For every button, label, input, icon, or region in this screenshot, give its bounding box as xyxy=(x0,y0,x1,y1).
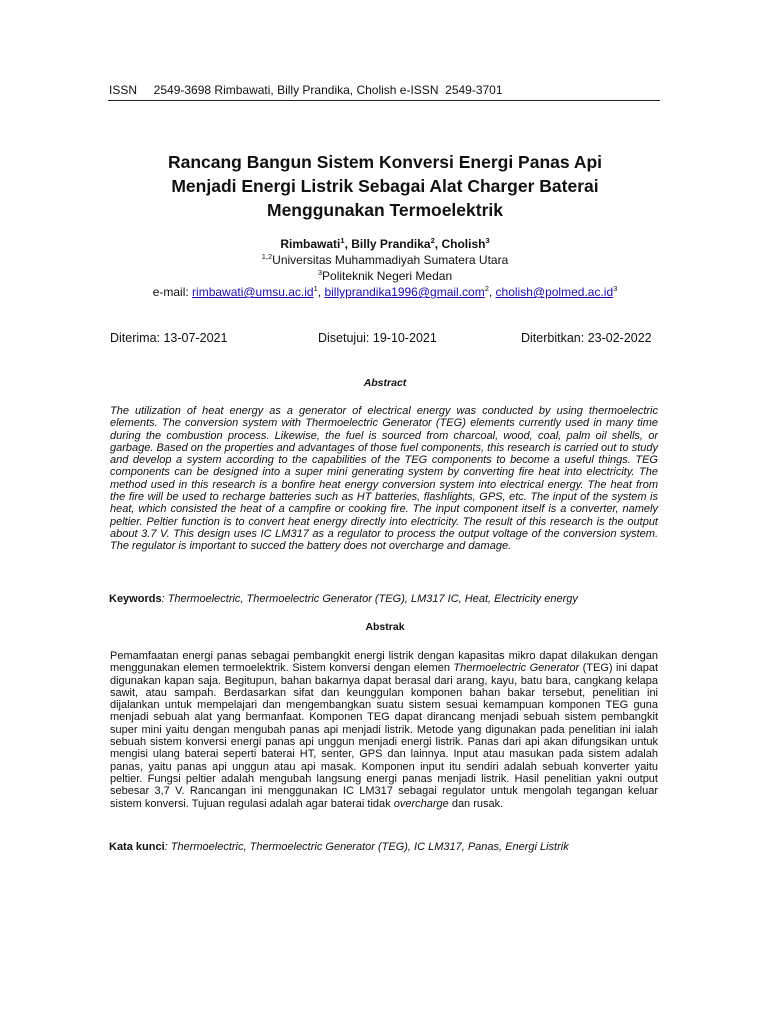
email-link-2[interactable]: billyprandika1996@gmail.com xyxy=(324,285,485,299)
affiliation-1 xyxy=(110,253,660,267)
email-3-sup: 3 xyxy=(613,284,618,293)
abstract-heading: Abstract xyxy=(363,377,407,389)
author-1: Rimbawati xyxy=(280,237,341,251)
affiliation-1-text: Universitas Muhammadiyah Sumatera Utara xyxy=(272,253,509,267)
keywords-label: Keywords xyxy=(109,593,162,605)
author-3: Cholish xyxy=(441,237,486,251)
title-line-2: Menjadi Energi Listrik Sebagai Alat Charger Baterai xyxy=(171,176,599,196)
title-line-3: Menggunakan Termoelektrik xyxy=(267,200,503,220)
abstract-body: The utilization of heat energy as a generator of electrical energy was conducted by using thermoelectric elements. The conversion system with Thermoelectric Generator (TEG) elements currently used in many time during the combustion process. Likewise, the fuel is sourced from charcoal, wood, coal, palm oil shells, or garbage. Based on the properties and advantages of those fuel components, this research is carried out to study and develop a system according to the capabilities of the TEG components to become a useful things. TEG components can be designed into a super mini generating system by converting fire heat into electricity. The method used in this research is a bonfire heat energy conversion system into electrical energy. The heat from the fire will be used to recharge batteries such as HT batteries, flashlights, GPS, etc. The input of the system is heat, which consisted the heat of a campfire or cooking fire. The input component itself is a converter, namely peltier. Peltier function is to convert heat energy directly into electricity. The result of this research is the output about 3.7 V. This design uses IC LM317 as a regulator to process the output voltage of the conversion system. The regulator is important to succed the battery does not overcharge and damage. xyxy=(110,405,658,553)
author-2-sup: 2 xyxy=(430,236,435,245)
author-sep-1: , xyxy=(344,237,352,251)
author-1-sup: 1 xyxy=(340,236,345,245)
keywords-line xyxy=(109,593,578,605)
abstrak-body xyxy=(110,650,658,810)
kata-kunci-text: : Thermoelectric, Thermoelectric Generator (TEG), IC LM317, Panas, Energi Listrik xyxy=(164,841,569,853)
author-list xyxy=(110,237,660,251)
approved-date: Disetujui: 19-10-2021 xyxy=(318,331,437,345)
abstrak-italic-2: overcharge xyxy=(393,797,449,810)
affiliation-1-sup: 1,2 xyxy=(261,252,273,261)
header-divider xyxy=(108,100,660,101)
title-line-1: Rancang Bangun Sistem Konversi Energi Panas Api xyxy=(167,152,603,172)
abstrak-text-2: (TEG) ini dapat digunakan kapan saja. Begitupun, bahan bakarnya dapat berasal dari arang, kayu, batu bara, cangkang kelapa sawit, atau sampah. Berdasarkan sifat dan keunggulan komponen bahan bakar tersebut, penelitian ini dijalankan untuk mempelajari dan mengembangkan suatu sistem sesuai kemampuan komponen TEG guna menjadi sebuah alat yang bermanfaat. Komponen TEG dapat dirancang menjadi sebuah sistem pembangkit super mini yaitu dengan mengubah panas api menjadi listrik. Metode yang digunakan pada penelitian ini ialah sebuah sistem konversi energi panas api unggun menjadi energi listrik. Panas dari api akan difungsikan untuk mengisi ulang baterai seperti baterai HT, senter, GPS dan lainnya. Input atau masukan pada sistem adalah panas, yaitu panas api unggun atau api masak. Komponen input itu sendiri adalah sebuah konverter yaitu peltier. Fungsi peltier adalah mengubah langsung energi panas menjadi listrik. Hasil penelitian yakni output sebesar 3,7 V. Rancangan ini menggunakan IC LM317 sebagai regulator untuk mengolah tegangan keluar sistem konversi. Tujuan regulasi adalah agar baterai tidak xyxy=(110,662,658,810)
abstrak-heading: Abstrak xyxy=(365,621,405,633)
email-line: e-mail: $rimbawati@umsu.ac.id^1$, billyprandika1996@gmail.com$^2$, $cholish@polmed.ac.id^3$ xyxy=(152,284,618,299)
abstrak-text-3: dan rusak. xyxy=(448,797,504,810)
email-link-1[interactable]: rimbawati@umsu.ac.id xyxy=(192,285,314,299)
affiliation-2 xyxy=(110,269,660,283)
email-label: e-mail: xyxy=(152,285,193,299)
abstrak-text-1: Pemamfaatan energi panas sebagai pembangkit energi listrik dengan kapasitas mikro dapat dilakukan dengan menggunakan elemen termoelektrik. Sistem konversi dengan elemen xyxy=(110,650,658,675)
email-2-sup: 2 xyxy=(484,284,489,293)
kata-kunci-line xyxy=(109,841,569,853)
affiliation-2-sup: 3 xyxy=(317,268,323,277)
email-1-sup: 1 xyxy=(313,284,318,293)
affiliation-2-text: Politeknik Negeri Medan xyxy=(322,269,453,283)
issn-line: ISSN 2549-3698 Rimbawati, Billy Prandika, Cholish e-ISSN 2549-3701 xyxy=(109,83,503,97)
abstrak-italic-1: Thermoelectric Generator xyxy=(453,662,580,675)
author-3-sup: 3 xyxy=(485,236,490,245)
author-2: Billy Prandika xyxy=(351,237,431,251)
email-link-3[interactable]: cholish@polmed.ac.id xyxy=(495,285,614,299)
kata-kunci-label: Kata kunci xyxy=(109,841,165,853)
author-sep-2: , xyxy=(434,237,442,251)
journal-header xyxy=(109,83,659,97)
paper-title xyxy=(110,150,660,222)
keywords-text: : Thermoelectric, Thermoelectric Generator (TEG), LM317 IC, Heat, Electricity energy xyxy=(161,593,578,605)
received-date: Diterima: 13-07-2021 xyxy=(110,331,228,345)
published-date: Diterbitkan: 23-02-2022 xyxy=(521,331,652,345)
